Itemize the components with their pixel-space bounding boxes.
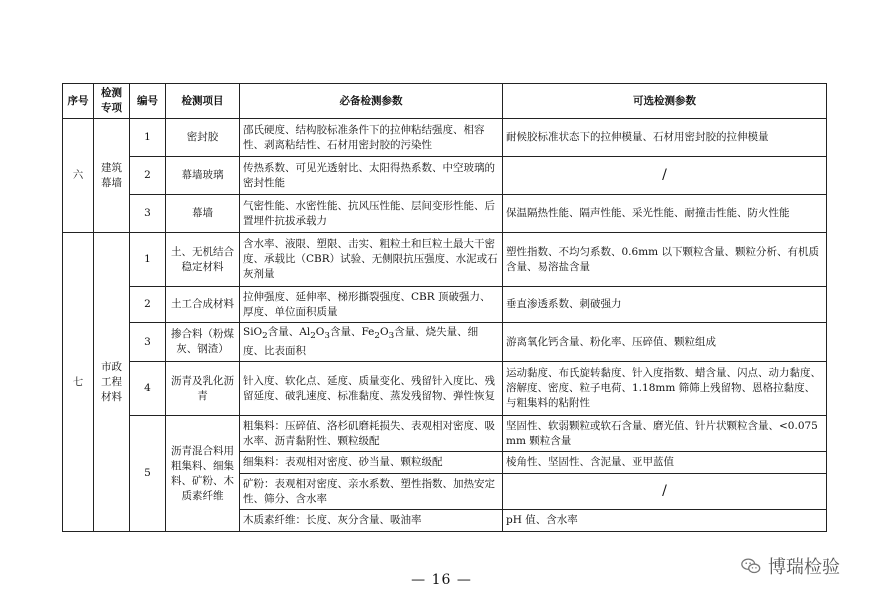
group-seq: 七 <box>63 233 94 532</box>
table-row <box>63 119 827 157</box>
row-required: SiO$_2$含量、$Al_2O_3$含量、$Fe_2O_3$含量、烧失量、细度、比表面积 <box>240 323 503 362</box>
row-item: 掺合料（粉煤灰、钢渣） <box>166 323 240 362</box>
row-optional: 坚固性、软弱颗粒或软石含量、磨光值、针片状颗粒含量、<0.075mm 颗粒含量 <box>503 416 827 452</box>
table-header-row <box>63 84 827 119</box>
row-num: 1 <box>130 233 166 287</box>
header-item: 检测项目 <box>166 84 240 119</box>
table-row <box>63 287 827 323</box>
row-required: 木质素纤维：长度、灰分含量、吸油率 <box>240 510 503 532</box>
row-optional: 棱角性、坚固性、含泥量、亚甲蓝值 <box>503 452 827 474</box>
header-category: 检测专项 <box>94 84 130 119</box>
row-optional: 运动黏度、布氏旋转黏度、针入度指数、蜡含量、闪点、动力黏度、溶解度、密度、粒子电荷、1.18mm 筛筛上残留物、恩格拉黏度、与粗集料的粘附性 <box>503 362 827 416</box>
row-optional: 塑性指数、不均匀系数、0.6mm 以下颗粒含量、颗粒分析、有机质含量、易溶盐含量 <box>503 233 827 287</box>
row-num: 2 <box>130 157 166 195</box>
table-row <box>63 416 827 452</box>
row-num: 3 <box>130 195 166 233</box>
row-required: 矿粉：表观相对密度、亲水系数、塑性指数、加热安定性、筛分、含水率 <box>240 474 503 510</box>
header-optional: 可选检测参数 <box>503 84 827 119</box>
row-required: 传热系数、可见光透射比、太阳得热系数、中空玻璃的密封性能 <box>240 157 503 195</box>
row-optional: 保温隔热性能、隔声性能、采光性能、耐撞击性能、防火性能 <box>503 195 827 233</box>
row-item: 沥青混合料用粗集料、细集料、矿粉、木质素纤维 <box>166 416 240 532</box>
header-seq: 序号 <box>63 84 94 119</box>
header-num: 编号 <box>130 84 166 119</box>
row-required: 邵氏硬度、结构胶标准条件下的拉伸粘结强度、相容性、剥离粘结性、石材用密封胶的污染性 <box>240 119 503 157</box>
table-row <box>63 195 827 233</box>
watermark-text: 博瑞检验 <box>768 557 840 578</box>
row-required: 含水率、液限、塑限、击实、粗粒土和巨粒土最大干密度、承载比（CBR）试验、无侧限抗压强度、水泥或石灰剂量 <box>240 233 503 287</box>
row-num: 3 <box>130 323 166 362</box>
row-num: 1 <box>130 119 166 157</box>
header-required: 必备检测参数 <box>240 84 503 119</box>
row-item: 幕墙玻璃 <box>166 157 240 195</box>
row-required: 细集料：表观相对密度、砂当量、颗粒级配 <box>240 452 503 474</box>
row-required: 拉伸强度、延伸率、梯形撕裂强度、CBR 顶破强力、厚度、单位面积质量 <box>240 287 503 323</box>
row-optional: 耐候胶标准状态下的拉伸模量、石材用密封胶的拉伸模量 <box>503 119 827 157</box>
row-required: 粗集料：压碎值、洛杉矶磨耗损失、表观相对密度、吸水率、沥青黏附性、颗粒级配 <box>240 416 503 452</box>
row-num: 2 <box>130 287 166 323</box>
table-row <box>63 323 827 362</box>
group-category: 建筑幕墙 <box>94 119 130 233</box>
row-optional: / <box>503 157 827 195</box>
row-optional: 垂直渗透系数、刺破强力 <box>503 287 827 323</box>
table-row <box>63 233 827 287</box>
standards-table <box>62 83 827 532</box>
row-item: 幕墙 <box>166 195 240 233</box>
row-num: 4 <box>130 362 166 416</box>
page-number: — 16 — <box>411 572 472 588</box>
row-num: 5 <box>130 416 166 532</box>
row-optional: pH 值、含水率 <box>503 510 827 532</box>
table-row <box>63 362 827 416</box>
row-optional: / <box>503 474 827 510</box>
row-item: 沥青及乳化沥青 <box>166 362 240 416</box>
row-required: 气密性能、水密性能、抗风压性能、层间变形性能、后置埋件抗拔承载力 <box>240 195 503 233</box>
row-optional: 游离氧化钙含量、粉化率、压碎值、颗粒组成 <box>503 323 827 362</box>
group-seq: 六 <box>63 119 94 233</box>
row-required: 针入度、软化点、延度、质量变化、残留针入度比、残留延度、破乳速度、标准黏度、蒸发残留物、弹性恢复 <box>240 362 503 416</box>
group-category: 市政工程材料 <box>94 233 130 532</box>
table-row <box>63 157 827 195</box>
row-item: 土、无机结合稳定材料 <box>166 233 240 287</box>
row-item: 密封胶 <box>166 119 240 157</box>
row-item: 土工合成材料 <box>166 287 240 323</box>
